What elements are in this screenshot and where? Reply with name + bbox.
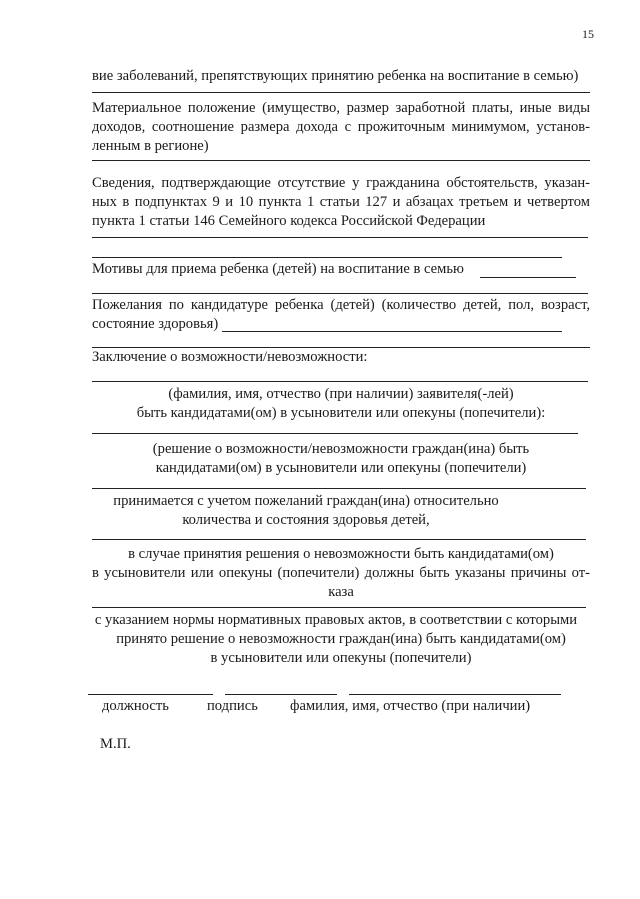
info-line-2: ных в подпунктах 9 и 10 пункта 1 статьи 127 и абзацах третьем и четвертом [92,194,590,210]
material-line-3: ленным в регионе) [92,138,209,154]
decision-line-1: (решение о возможности/невозможности граждан(ина) быть [152,441,530,457]
position-caption: должность [102,698,169,714]
wishes-line-1: Пожелания по кандидатуре ребенка (детей) (количество детей, пол, возраст, [92,297,590,313]
norms-line-1: с указанием нормы нормативных правовых актов, в соответствии с которыми [94,612,578,628]
wishes-line-2: состояние здоровья) [92,316,219,332]
decision-fill-line[interactable] [92,433,578,434]
fill-line[interactable] [92,293,588,294]
material-line-1: Материальное положение (имущество, размер заработной платы, иные виды [92,100,590,116]
wishes-fill-line[interactable] [222,331,562,332]
stamp-place: М.П. [100,736,131,752]
refusal-line-1: в случае принятия решения о невозможности быть кандидатами(ом) [128,546,554,562]
name-signature-line[interactable] [349,694,561,695]
fill-line[interactable] [92,257,562,258]
name-caption: фамилия, имя, отчество (при наличии) [290,698,531,714]
fill-line[interactable] [92,237,588,238]
info-line-3: пункта 1 статьи 146 Семейного кодекса Российской Федерации [92,213,486,229]
norms-line-3: в усыновители или опекуны (попечители) [210,650,472,666]
fill-line[interactable] [92,92,590,93]
info-line-1: Сведения, подтверждающие отсутствие у гражданина обстоятельств, указан- [92,175,590,191]
refusal-line-2: в усыновители или опекуны (попечители) должны быть указаны причины от- [92,565,590,581]
sign-caption: подпись [207,698,258,714]
norms-fill-line[interactable] [92,607,586,608]
applicant-line-2: быть кандидатами(ом) в усыновители или опекуны (попечители): [136,405,546,421]
position-signature-line[interactable] [88,694,213,695]
accepted-fill-line[interactable] [92,488,586,489]
conclusion-label: Заключение о возможности/невозможности: [92,349,368,365]
motives-label: Мотивы для приема ребенка (детей) на воспитание в семью [92,261,464,277]
applicant-line-1: (фамилия, имя, отчество (при наличии) заявителя(-лей) [168,386,514,402]
decision-line-2: кандидатами(ом) в усыновители или опекуны (попечители) [155,460,527,476]
health-section-end: вие заболеваний, препятствующих принятию ребенка на воспитание в семью) [92,68,579,84]
accepted-line-2: количества и состояния здоровья детей, [182,512,430,528]
refusal-line-3: каза [328,584,354,600]
norms-line-2: принято решение о невозможности граждан(ина) быть кандидатами(ом) [116,631,566,647]
refusal-fill-line[interactable] [92,539,586,540]
material-line-2: доходов, соотношение размера дохода с прожиточным минимумом, установ- [92,119,590,135]
conclusion-fill-line[interactable] [92,381,588,382]
sign-signature-line[interactable] [225,694,337,695]
page-number: 15 [582,27,594,41]
fill-line[interactable] [92,160,590,161]
motives-fill-line[interactable] [480,277,576,278]
accepted-line-1: принимается с учетом пожеланий граждан(ина) относительно [113,493,499,509]
